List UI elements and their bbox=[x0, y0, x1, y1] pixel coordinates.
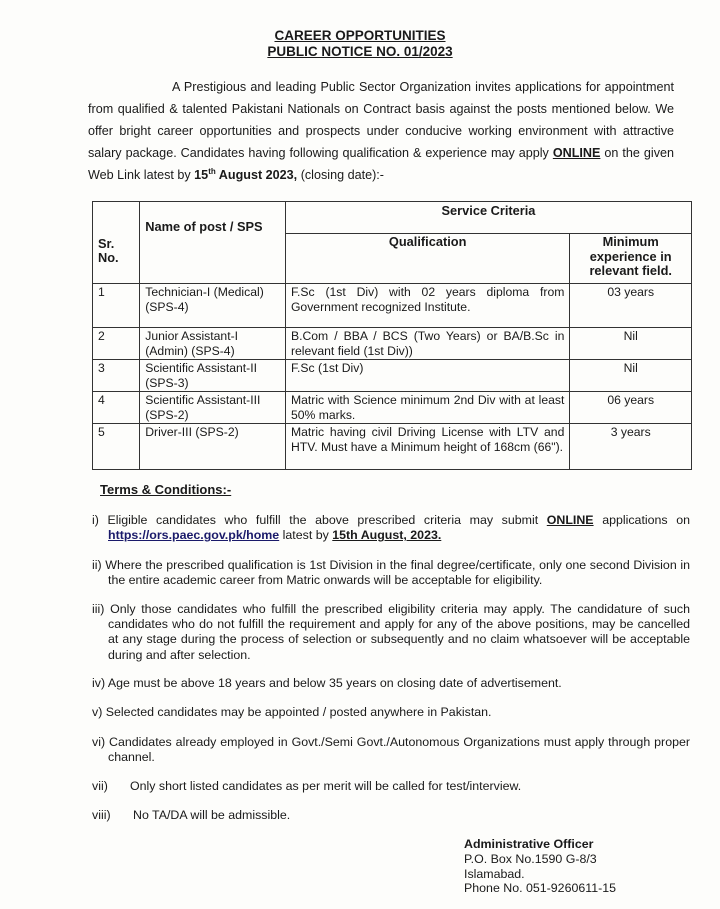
header-service-criteria: Service Criteria bbox=[285, 202, 691, 234]
closing-date: 15th August 2023, bbox=[194, 166, 298, 182]
signature-block bbox=[464, 837, 616, 896]
signature-address: P.O. Box No.1590 G-8/3 bbox=[464, 851, 597, 866]
row-qualification: Matric with Science minimum 2nd Div with at least 50% marks. bbox=[285, 392, 569, 424]
signature-phone: Phone No. 051-9260611-15 bbox=[464, 881, 617, 896]
intro-online: ONLINE bbox=[552, 146, 601, 160]
row-qualification: Matric having civil Driving License with LTV and HTV. Must have a Minimum height of 168cm (66"). bbox=[285, 424, 569, 470]
term-i: i) Eligible candidates who fulfill the above prescribed criteria may submit ONLINE applications on https://ors.paec.gov.pk/home latest by 15th August, 2023. bbox=[92, 513, 691, 543]
table-row bbox=[93, 392, 692, 424]
intro-text-2: on the given Web Link latest by bbox=[88, 146, 675, 182]
row-sr: 5 bbox=[93, 424, 140, 470]
row-name: Driver-III (SPS-2) bbox=[140, 424, 286, 470]
term-vi: vi) Candidates already employed in Govt./Semi Govt./Autonomous Organizations must apply through proper channel. bbox=[92, 735, 690, 765]
row-sr: 3 bbox=[93, 360, 140, 392]
page-title: CAREER OPPORTUNITIES bbox=[274, 28, 446, 43]
intro-paragraph bbox=[88, 76, 674, 186]
row-qualification: B.Com / BBA / BCS (Two Years) or BA/B.Sc in relevant field (1st Div)) bbox=[285, 328, 569, 360]
intro-text-3: (closing date):- bbox=[300, 168, 384, 182]
table-row bbox=[93, 328, 692, 360]
header-qualification: Qualification bbox=[285, 234, 569, 284]
intro-text: A Prestigious and leading Public Sector Organization invites applications for appointment from qualified & talented Pakistani Nationals on Contract basis against the posts mentioned below. We offer bright career opportunities and prospects under conducive working environment with attractive salary package. Candidates having following qualification & experience may apply bbox=[88, 80, 674, 160]
posts-table bbox=[92, 201, 692, 470]
term-viii-number: viii) bbox=[92, 808, 111, 822]
header-experience: Minimum experience in relevant field. bbox=[570, 234, 692, 284]
row-experience: 3 years bbox=[570, 424, 692, 470]
row-qualification: F.Sc (1st Div) bbox=[285, 360, 569, 392]
row-experience: Nil bbox=[570, 328, 692, 360]
header-name: Name of post / SPS bbox=[140, 202, 286, 284]
row-name: Technician-I (Medical) (SPS-4) bbox=[140, 284, 286, 328]
row-name: Scientific Assistant-III (SPS-2) bbox=[140, 392, 286, 424]
header-sr: Sr. No. bbox=[93, 202, 140, 284]
row-name: Junior Assistant-I (Admin) (SPS-4) bbox=[140, 328, 286, 360]
table-header-row bbox=[93, 202, 692, 234]
row-sr: 1 bbox=[93, 284, 140, 328]
term-iv: iv) Age must be above 18 years and below 35 years on closing date of advertisement. bbox=[92, 676, 562, 690]
term-viii: No TA/DA will be admissible. bbox=[133, 808, 291, 822]
term-vii-number: vii) bbox=[92, 779, 108, 793]
row-experience: 06 years bbox=[570, 392, 692, 424]
signature-city: Islamabad. bbox=[464, 866, 525, 881]
signature-title: Administrative Officer bbox=[464, 837, 594, 851]
row-qualification: F.Sc (1st Div) with 02 years diploma from Government recognized Institute. bbox=[285, 284, 569, 328]
table-row bbox=[93, 284, 692, 328]
row-experience: Nil bbox=[570, 360, 692, 392]
term-v: v) Selected candidates may be appointed / posted anywhere in Pakistan. bbox=[92, 705, 492, 719]
terms-title: Terms & Conditions:- bbox=[100, 482, 232, 497]
row-sr: 4 bbox=[93, 392, 140, 424]
table-row bbox=[93, 360, 692, 392]
table-row bbox=[93, 424, 692, 470]
application-link[interactable]: https://ors.paec.gov.pk/home bbox=[108, 528, 280, 543]
term-ii: ii) Where the prescribed qualification is 1st Division in the final degree/certificate, only one second Division in the entire academic career from Matric onwards will be acceptable for eligibility. bbox=[92, 558, 690, 588]
notice-number: PUBLIC NOTICE NO. 01/2023 bbox=[267, 44, 453, 59]
row-sr: 2 bbox=[93, 328, 140, 360]
row-experience: 03 years bbox=[570, 284, 692, 328]
term-iii: iii) Only those candidates who fulfill the prescribed eligibility criteria may apply. The candidature of such candidates who do not fulfill the requirement and apply for any of the above positions, may be cancelled at any stage during the process of selection or subsequently and no claim whatsoever will be acceptable during and after selection. bbox=[92, 602, 690, 662]
term-vii: Only short listed candidates as per merit will be called for test/interview. bbox=[130, 779, 522, 793]
row-name: Scientific Assistant-II (SPS-3) bbox=[140, 360, 286, 392]
